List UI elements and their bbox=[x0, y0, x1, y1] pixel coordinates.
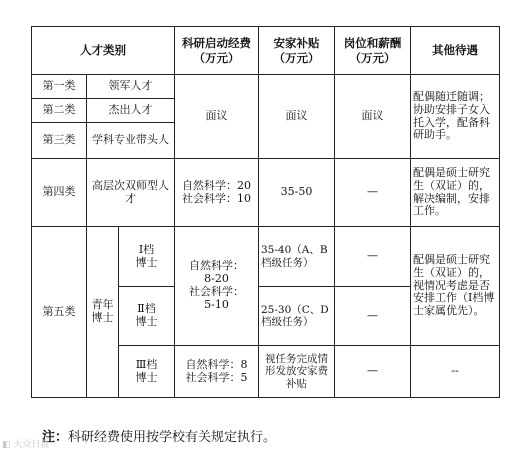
salary-cell: — bbox=[335, 227, 411, 287]
table-footnote bbox=[42, 426, 276, 445]
research-fund-cell: 自然科学： 8-20 社会科学： 5-10 bbox=[175, 227, 259, 346]
footnote-label: 注： bbox=[42, 430, 69, 445]
level-cell: 第三类 bbox=[32, 123, 87, 159]
header-row bbox=[32, 27, 500, 75]
research-fund-cell: 自然科学：8 社会科学：5 bbox=[175, 346, 259, 398]
research-fund-cell: 自然科学：20 社会科学：10 bbox=[175, 159, 259, 227]
watermark-text: 大众日报 bbox=[13, 440, 50, 450]
header-salary: 岗位和薪酬 （万元） bbox=[335, 27, 411, 75]
level-cell: 第一类 bbox=[32, 75, 87, 99]
talent-name-cell: 领军人才 bbox=[87, 75, 175, 99]
header-research-fund: 科研启动经费 （万元） bbox=[175, 27, 259, 75]
settlement-cell: 35-50 bbox=[259, 159, 335, 227]
tier-name-cell: Ⅲ档 博士 bbox=[119, 346, 175, 398]
talent-policy-table-container bbox=[31, 26, 499, 398]
benefits-cell: 配偶随迁随调；协助安排子女入托入学，配备科研助手。 bbox=[411, 75, 500, 159]
table-row bbox=[32, 159, 500, 227]
watermark-icon: ◧ bbox=[2, 440, 11, 450]
settlement-cell: 视任务完成情形发放安家费补贴 bbox=[259, 346, 335, 398]
settlement-cell: 25-30（C、D档级任务） bbox=[259, 287, 335, 346]
salary-cell: — bbox=[335, 346, 411, 398]
tier-name-cell: Ⅱ档 博士 bbox=[119, 287, 175, 346]
talent-policy-table bbox=[31, 26, 500, 398]
settlement-cell: 面议 bbox=[259, 75, 335, 159]
settlement-cell: 35-40（A、B档级任务） bbox=[259, 227, 335, 287]
watermark-logo bbox=[2, 437, 49, 450]
level-cell: 第二类 bbox=[32, 99, 87, 123]
footnote-text: 科研经费使用按学校有关规定执行。 bbox=[68, 430, 277, 445]
talent-name-cell: 高层次双师型人才 bbox=[87, 159, 175, 227]
salary-cell: 面议 bbox=[335, 75, 411, 159]
header-category: 人才类别 bbox=[32, 27, 175, 75]
level-cell: 第四类 bbox=[32, 159, 87, 227]
talent-name-cell: 学科专业带头人 bbox=[87, 123, 175, 159]
salary-cell: — bbox=[335, 159, 411, 227]
salary-cell: — bbox=[335, 287, 411, 346]
tier-name-cell: Ⅰ档 博士 bbox=[119, 227, 175, 287]
level-cell: 第五类 bbox=[32, 227, 87, 398]
header-settlement: 安家补贴 （万元） bbox=[259, 27, 335, 75]
benefits-cell: 配偶是硕士研究生（双证）的，视情况考虑是否安排工作（Ⅰ档博士家属优先）。 bbox=[411, 227, 500, 346]
table-row bbox=[32, 227, 500, 287]
header-benefits: 其他待遇 bbox=[411, 27, 500, 75]
subgroup-cell: 青年博士 bbox=[87, 227, 119, 398]
research-fund-cell: 面议 bbox=[175, 75, 259, 159]
table-row bbox=[32, 75, 500, 99]
benefits-cell: 配偶是硕士研究生（双证）的，解决编制，安排工作。 bbox=[411, 159, 500, 227]
talent-name-cell: 杰出人才 bbox=[87, 99, 175, 123]
benefits-cell: -- bbox=[411, 346, 500, 398]
